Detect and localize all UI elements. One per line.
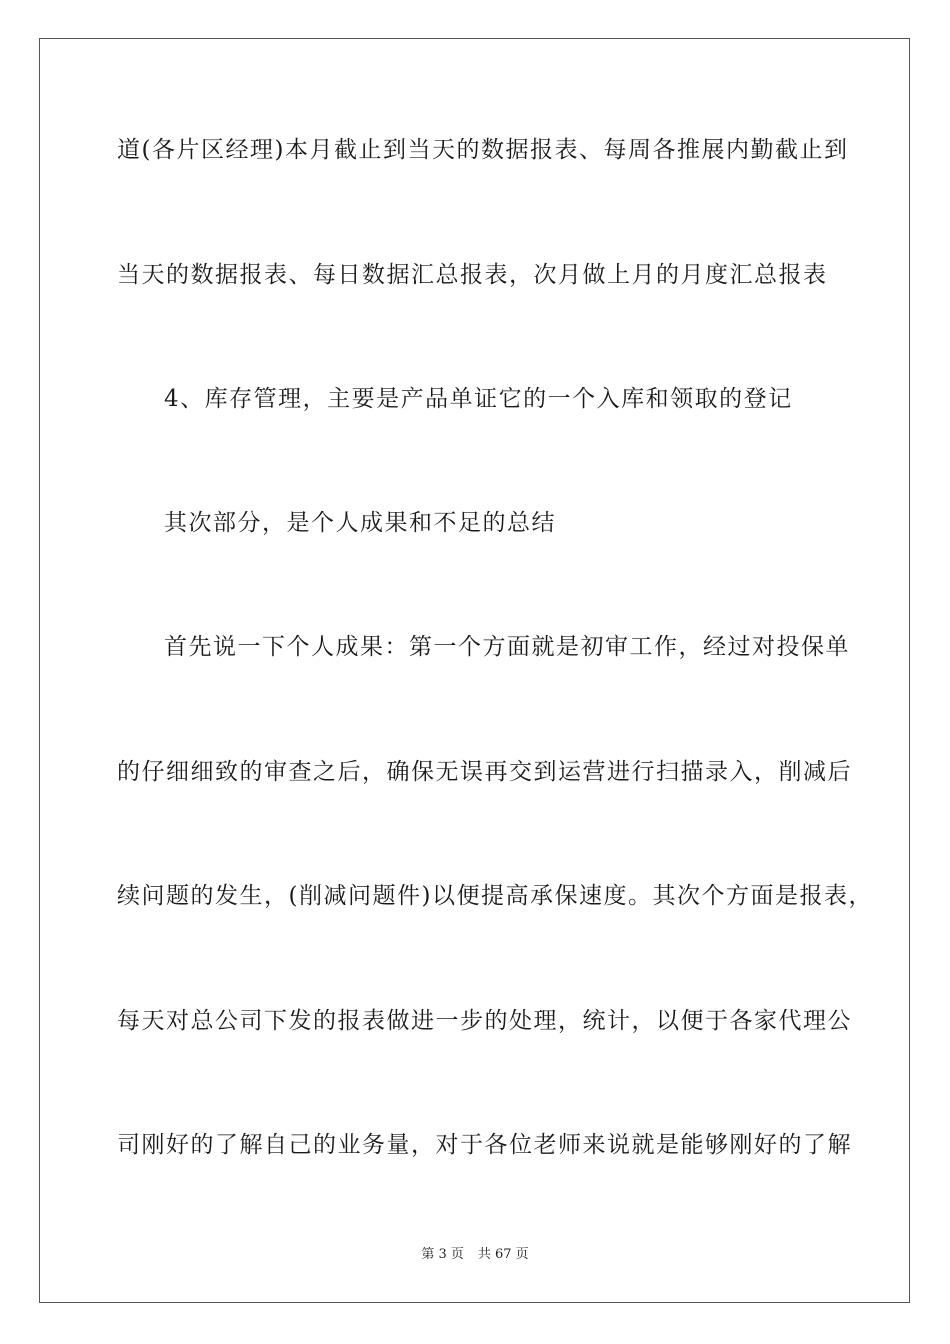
paragraph-line: 当天的数据报表、每日数据汇总报表，次月做上月的月度汇总报表: [117, 262, 828, 288]
page-border: [39, 38, 910, 1303]
paragraph-line: 续问题的发生，(削减问题件)以便提高承保速度。其次个方面是报表，: [117, 883, 873, 909]
paragraph-line: 司刚好的了解自己的业务量，对于各位老师来说就是能够刚好的了解: [117, 1132, 852, 1158]
page-total: 共 67 页: [477, 1247, 529, 1262]
paragraph-line: 4、库存管理，主要是产品单证它的一个入库和领取的登记: [164, 386, 793, 412]
paragraph-line: 其次部分，是个人成果和不足的总结: [164, 510, 556, 536]
paragraph-line: 的仔细细致的审查之后，确保无误再交到运营进行扫描录入，削减后: [117, 759, 852, 785]
paragraph-line: 道(各片区经理)本月截止到当天的数据报表、每周各推展内勤截止到: [117, 137, 849, 163]
paragraph-line: 首先说一下个人成果：第一个方面就是初审工作，经过对投保单: [164, 634, 850, 660]
page-number: 第 3 页: [421, 1247, 464, 1262]
page-footer: [0, 1246, 950, 1264]
paragraph-line: 每天对总公司下发的报表做进一步的处理，统计，以便于各家代理公: [117, 1008, 852, 1034]
